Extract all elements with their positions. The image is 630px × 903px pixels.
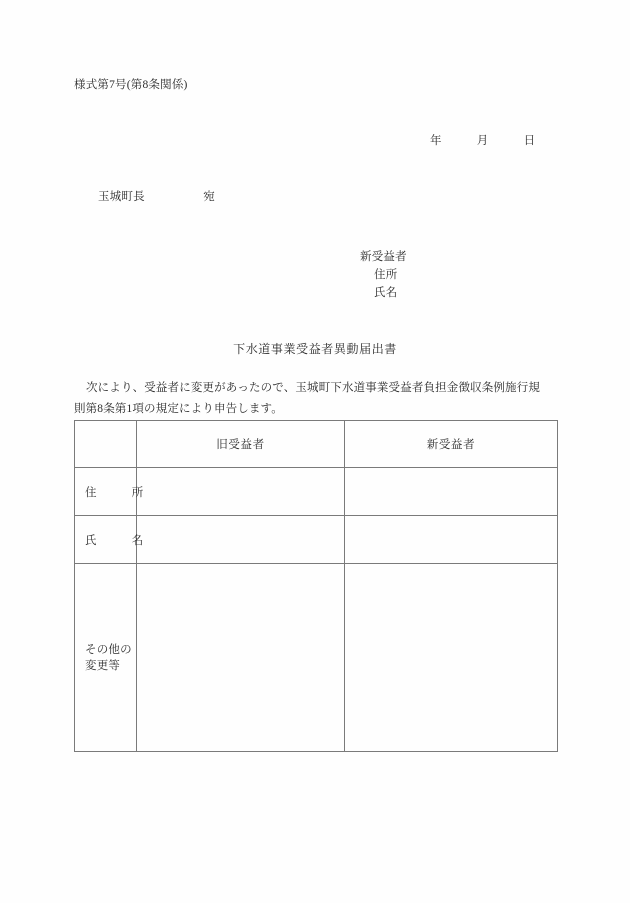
change-declaration-table (74, 420, 558, 752)
beneficiary-block (360, 248, 407, 302)
table-header-new-beneficiary: 新受益者 (345, 421, 558, 468)
date-line: 年 月 日 (430, 135, 536, 147)
row-label-other-changes (75, 564, 137, 752)
other-changes-new-field[interactable] (345, 564, 558, 752)
name-old-field[interactable] (137, 516, 345, 564)
body-line-1: 次により、受益者に変更があったので、玉城町下水道事業受益者負担金徴収条例施行規 (86, 382, 540, 394)
table-row-other-changes (75, 564, 558, 752)
beneficiary-heading: 新受益者 (360, 251, 407, 263)
document-title: 下水道事業受益者異動届出書 (233, 342, 397, 356)
form-number: 様式第7号(第8条関係) (74, 79, 188, 91)
table-row-address (75, 468, 558, 516)
row-label-name: 氏 名 (75, 516, 137, 564)
name-new-field[interactable] (345, 516, 558, 564)
body-paragraph (74, 378, 558, 420)
address-new-field[interactable] (345, 468, 558, 516)
row-label-address: 住 所 (75, 468, 137, 516)
beneficiary-name-label: 氏名 (374, 287, 398, 299)
table-header-old-beneficiary: 旧受益者 (137, 421, 345, 468)
beneficiary-address-label: 住所 (374, 269, 398, 281)
body-line-2: 則第8条第1項の規定により申告します。 (74, 403, 283, 415)
address-old-field[interactable] (137, 468, 345, 516)
table-row-name (75, 516, 558, 564)
row-label-other-changes-line2: 変更等 (85, 659, 121, 672)
other-changes-old-field[interactable] (137, 564, 345, 752)
row-label-other-changes-line1: その他の (85, 643, 132, 656)
table-header-row (75, 421, 558, 468)
table-corner-cell (75, 421, 137, 468)
addressee-line: 玉城町長 宛 (98, 191, 215, 203)
